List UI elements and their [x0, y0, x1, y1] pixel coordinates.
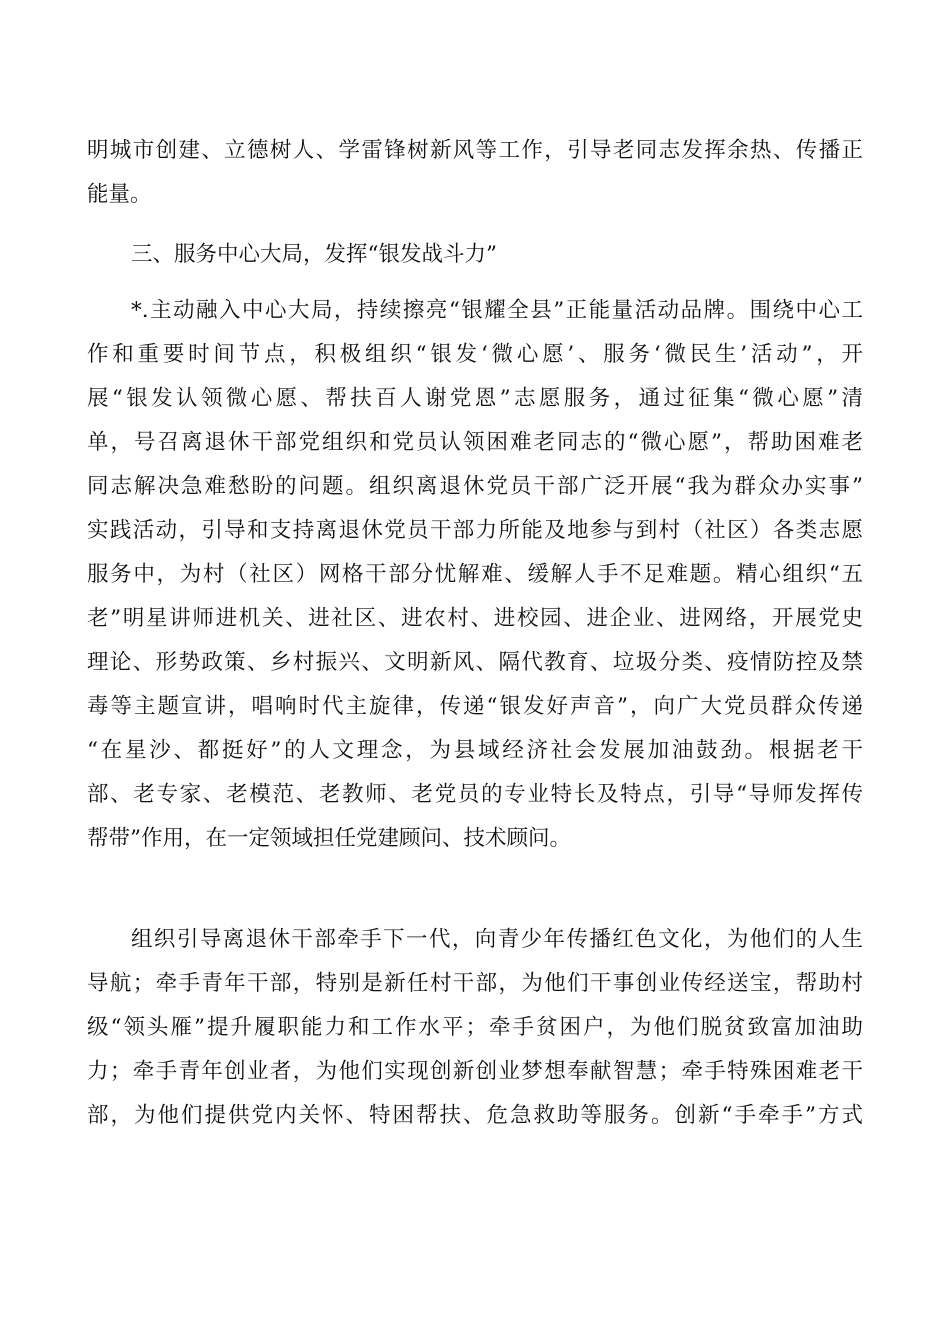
- text-line: 级“领头雁”提升履职能力和工作水平；牵手贫困户，为他们脱贫致富加油助: [87, 1015, 863, 1040]
- paragraph-main: [87, 289, 863, 861]
- paragraph-hand-in-hand: [87, 918, 863, 1138]
- text-line: “在星沙、都挺好”的人文理念，为县域经济社会发展加油鼓劲。根据老干: [87, 738, 863, 763]
- text-line: 部、老专家、老模范、老教师、老党员的专业特长及特点，引导“导师发挥传: [87, 782, 863, 807]
- text-line: 帮带”作用，在一定领域担任党建顾问、技术顾问。: [87, 826, 571, 851]
- text-line: 展“银发认领微心愿、帮扶百人谢党恩”志愿服务，通过征集“微心愿”清: [87, 386, 863, 411]
- text-line: *.主动融入中心大局，持续擦亮“银耀全县”正能量活动品牌。围绕中心工: [131, 298, 863, 323]
- text-line: 能量。: [87, 182, 152, 207]
- text-line: 作和重要时间节点，积极组织“银发‘微心愿’、服务‘微民生’活动”，开: [87, 342, 863, 367]
- text-line: 理论、形势政策、乡村振兴、文明新风、隔代教育、垃圾分类、疫情防控及禁: [87, 650, 863, 675]
- text-line: 同志解决急难愁盼的问题。组织离退休党员干部广泛开展“我为群众办实事”: [87, 474, 863, 499]
- text-line: 导航；牵手青年干部，特别是新任村干部，为他们干事创业传经送宝，帮助村: [87, 971, 863, 996]
- text-line: 实践活动，引导和支持离退休党员干部力所能及地参与到村（社区）各类志愿: [87, 518, 863, 543]
- section-heading-text: 三、服务中心大局，发挥“银发战斗力”: [131, 242, 497, 267]
- text-line: 服务中，为村（社区）网格干部分忧解难、缓解人手不足难题。精心组织“五: [87, 562, 863, 587]
- section-heading: [87, 233, 863, 277]
- text-line: 老”明星讲师进机关、进社区、进农村、进校园、进企业、进网络，开展党史: [87, 606, 863, 631]
- text-line: 单，号召离退休干部党组织和党员认领困难老同志的“微心愿”，帮助困难老: [87, 430, 863, 455]
- text-line: 明城市创建、立德树人、学雷锋树新风等工作，引导老同志发挥余热、传播正: [87, 138, 863, 163]
- text-line: 力；牵手青年创业者，为他们实现创新创业梦想奉献智慧；牵手特殊困难老干: [87, 1059, 863, 1084]
- text-line: 部，为他们提供党内关怀、特困帮扶、危急救助等服务。创新“手牵手”方式: [87, 1103, 863, 1128]
- text-line: 组织引导离退休干部牵手下一代，向青少年传播红色文化，为他们的人生: [131, 927, 863, 952]
- paragraph-continuation: [87, 129, 863, 217]
- text-line: 毒等主题宣讲，唱响时代主旋律，传递“银发好声音”，向广大党员群众传递: [87, 694, 863, 719]
